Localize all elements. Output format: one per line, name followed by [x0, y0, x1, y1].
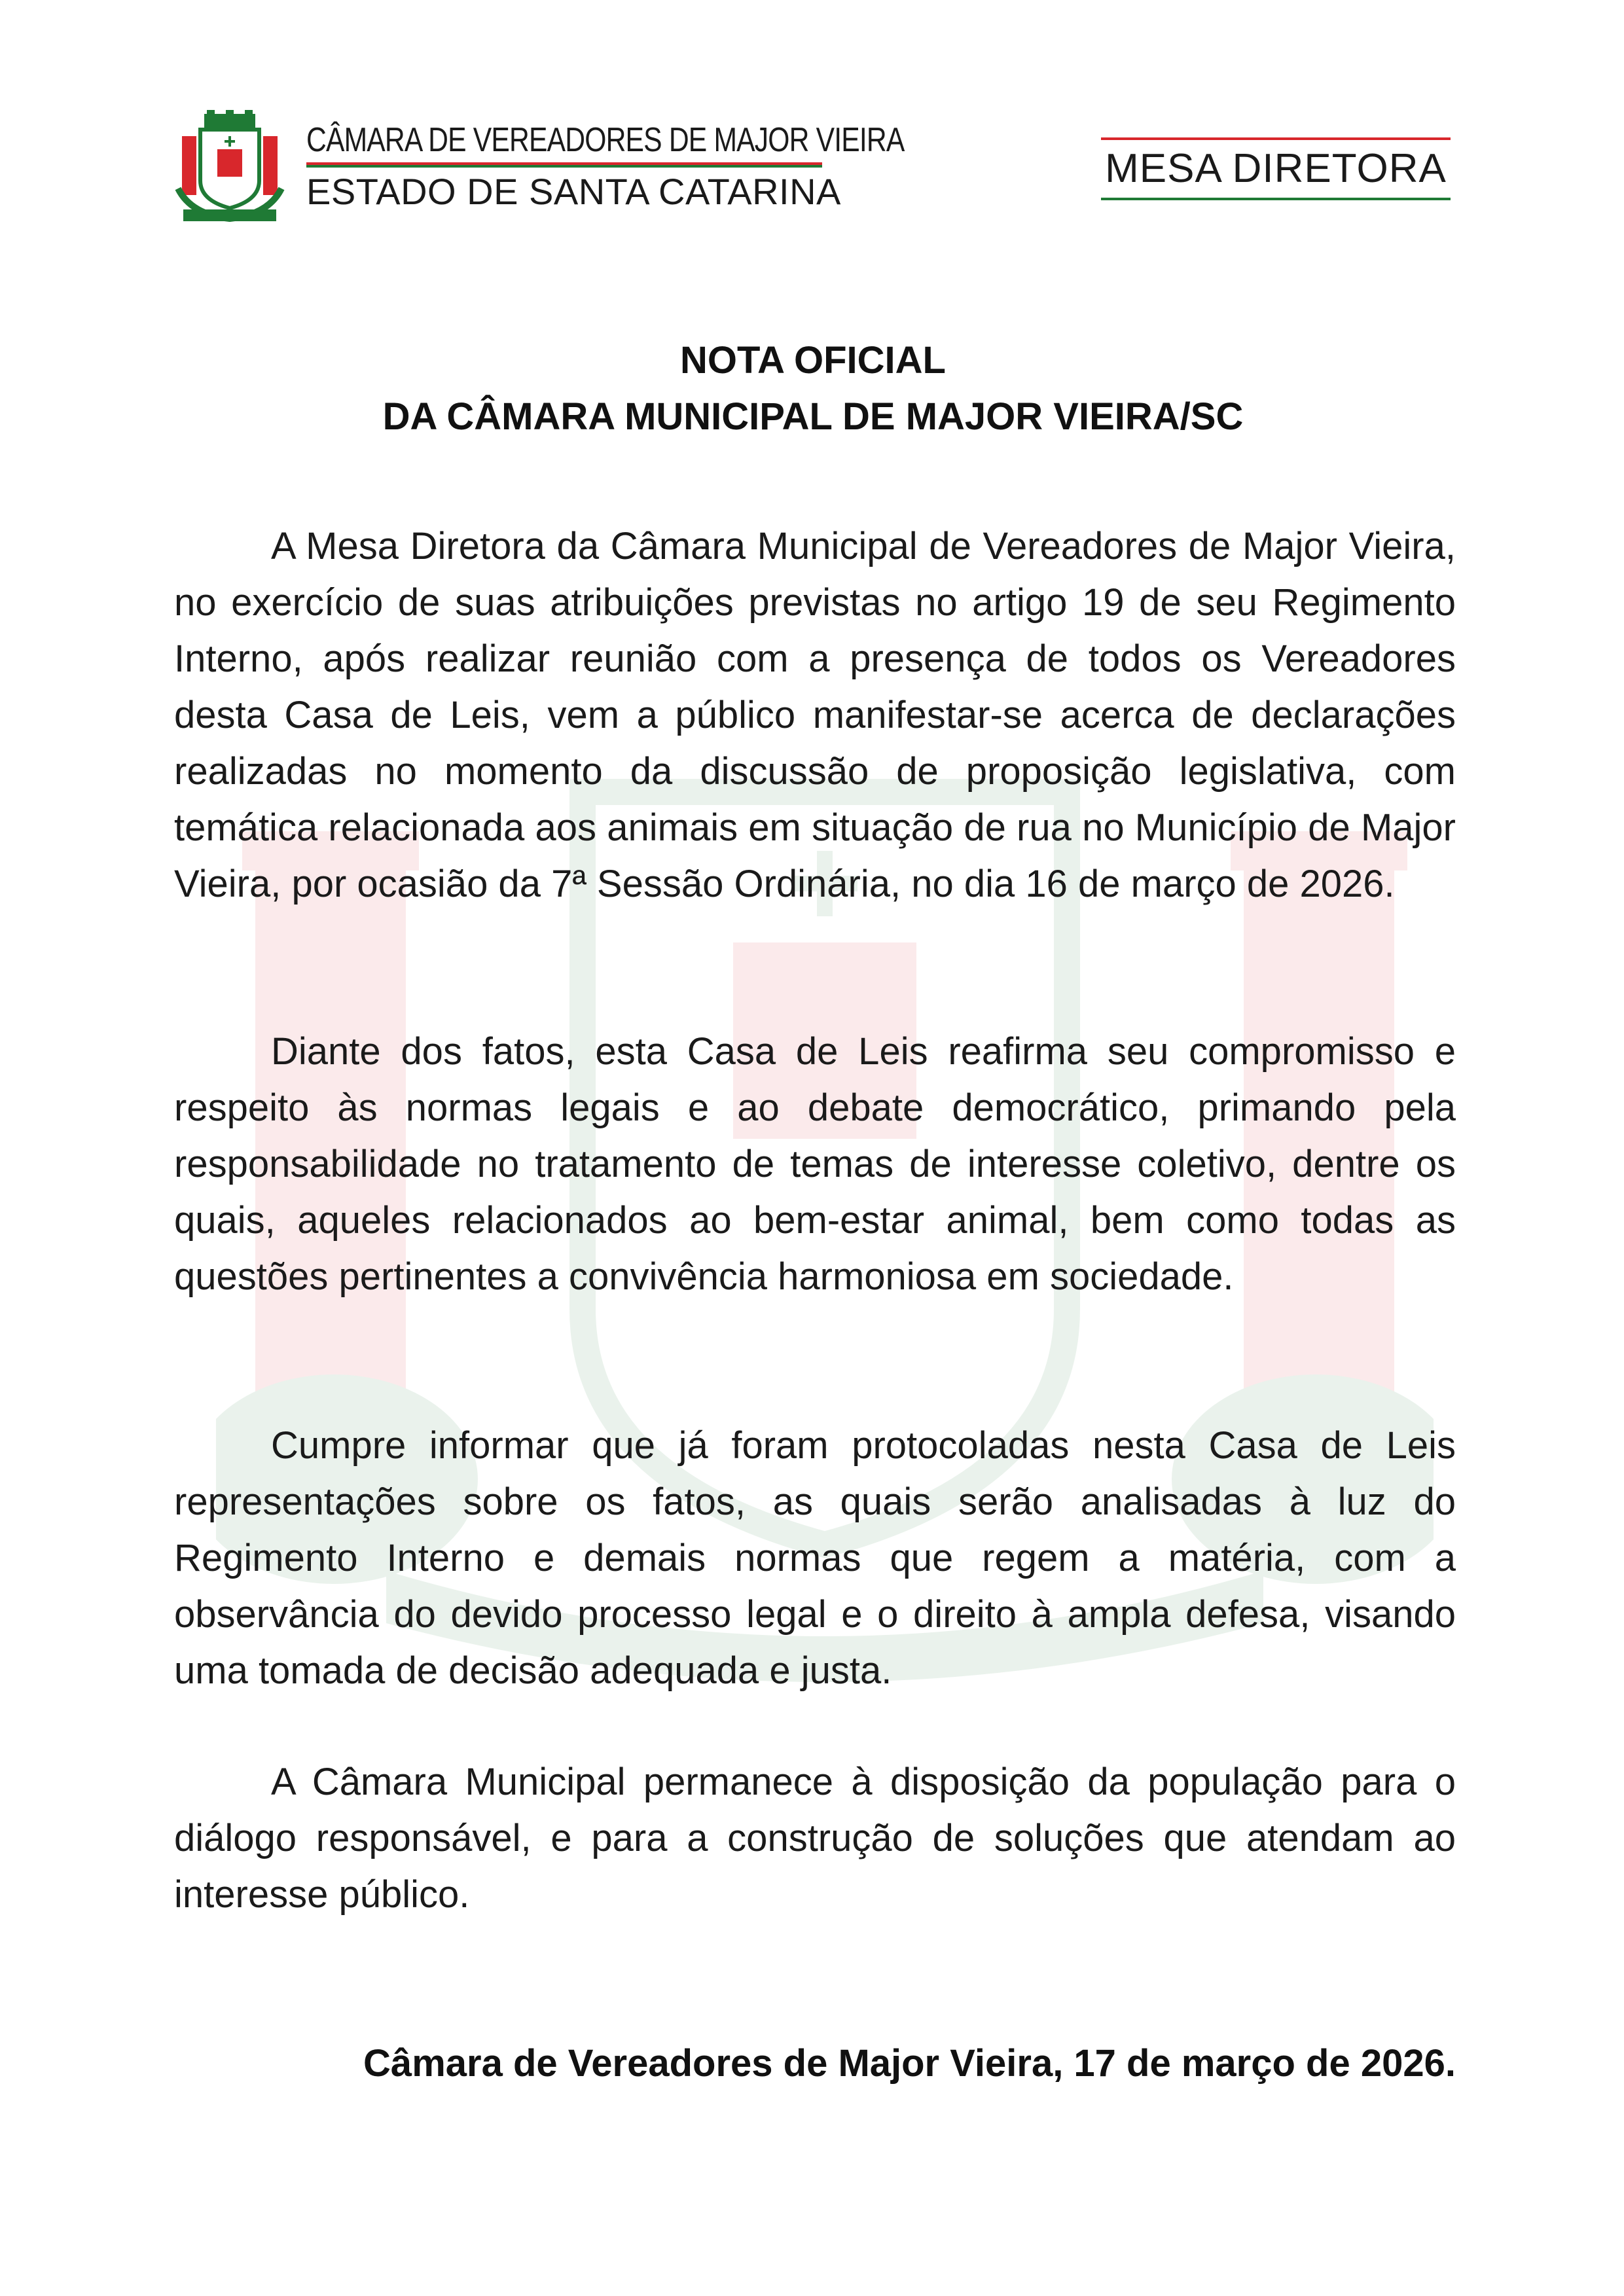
body-paragraph-3: Cumpre informar que já foram protocoladas nesta Casa de Leis representações sobre os fatos, as quais serão analisadas à luz do Regimento Interno e demais normas que regem a matéria, com a observância do devido processo legal e o direito à ampla defesa, visando uma tomada de decisão adequada e justa. [174, 1424, 1456, 1692]
department-block [1101, 137, 1451, 200]
signature-line: Câmara de Vereadores de Major Vieira, 17 de março de 2026. [363, 2042, 1456, 2085]
municipal-coat-of-arms-icon [171, 110, 288, 226]
department-divider-green [1101, 198, 1451, 200]
institution-state: ESTADO DE SANTA CATARINA [306, 171, 841, 212]
institution-divider-green [306, 165, 822, 168]
body-paragraph-4: A Câmara Municipal permanece à disposição da população para o diálogo responsável, e para a construção de soluções que atendam ao interesse público. [174, 1761, 1456, 1916]
document-title: NOTA OFICIAL [680, 339, 946, 382]
body-paragraph-2: Diante dos fatos, esta Casa de Leis reafirma seu compromisso e respeito às normas legais e ao debate democrático, primando pela responsabilidade no tratamento de temas de interesse coletivo, dentre os quais, aqueles relacionados ao bem-estar animal, bem como todas as questões pertinentes a convivência harmoniosa em sociedade. [174, 1030, 1456, 1298]
department-name: MESA DIRETORA [1105, 146, 1447, 191]
letterhead [171, 110, 1481, 228]
body-paragraph-1: A Mesa Diretora da Câmara Municipal de Vereadores de Major Vieira, no exercício de suas atribuições previstas no artigo 19 de seu Regimento Interno, após realizar reunião com a presença de todos os Vereadores desta Casa de Leis, vem a público manifestar-se acerca de declarações realizadas no momento da discussão de proposição legislativa, com temática relacionada aos animais em situação de rua no Município de Major Vieira, por ocasião da 7ª Sessão Ordinária, no dia 16 de março de 2026. [174, 525, 1456, 905]
institution-block [306, 119, 987, 215]
institution-name: CÂMARA DE VEREADORES DE MAJOR VIEIRA [306, 121, 905, 159]
document-subtitle: DA CÂMARA MUNICIPAL DE MAJOR VIEIRA/SC [382, 395, 1244, 438]
